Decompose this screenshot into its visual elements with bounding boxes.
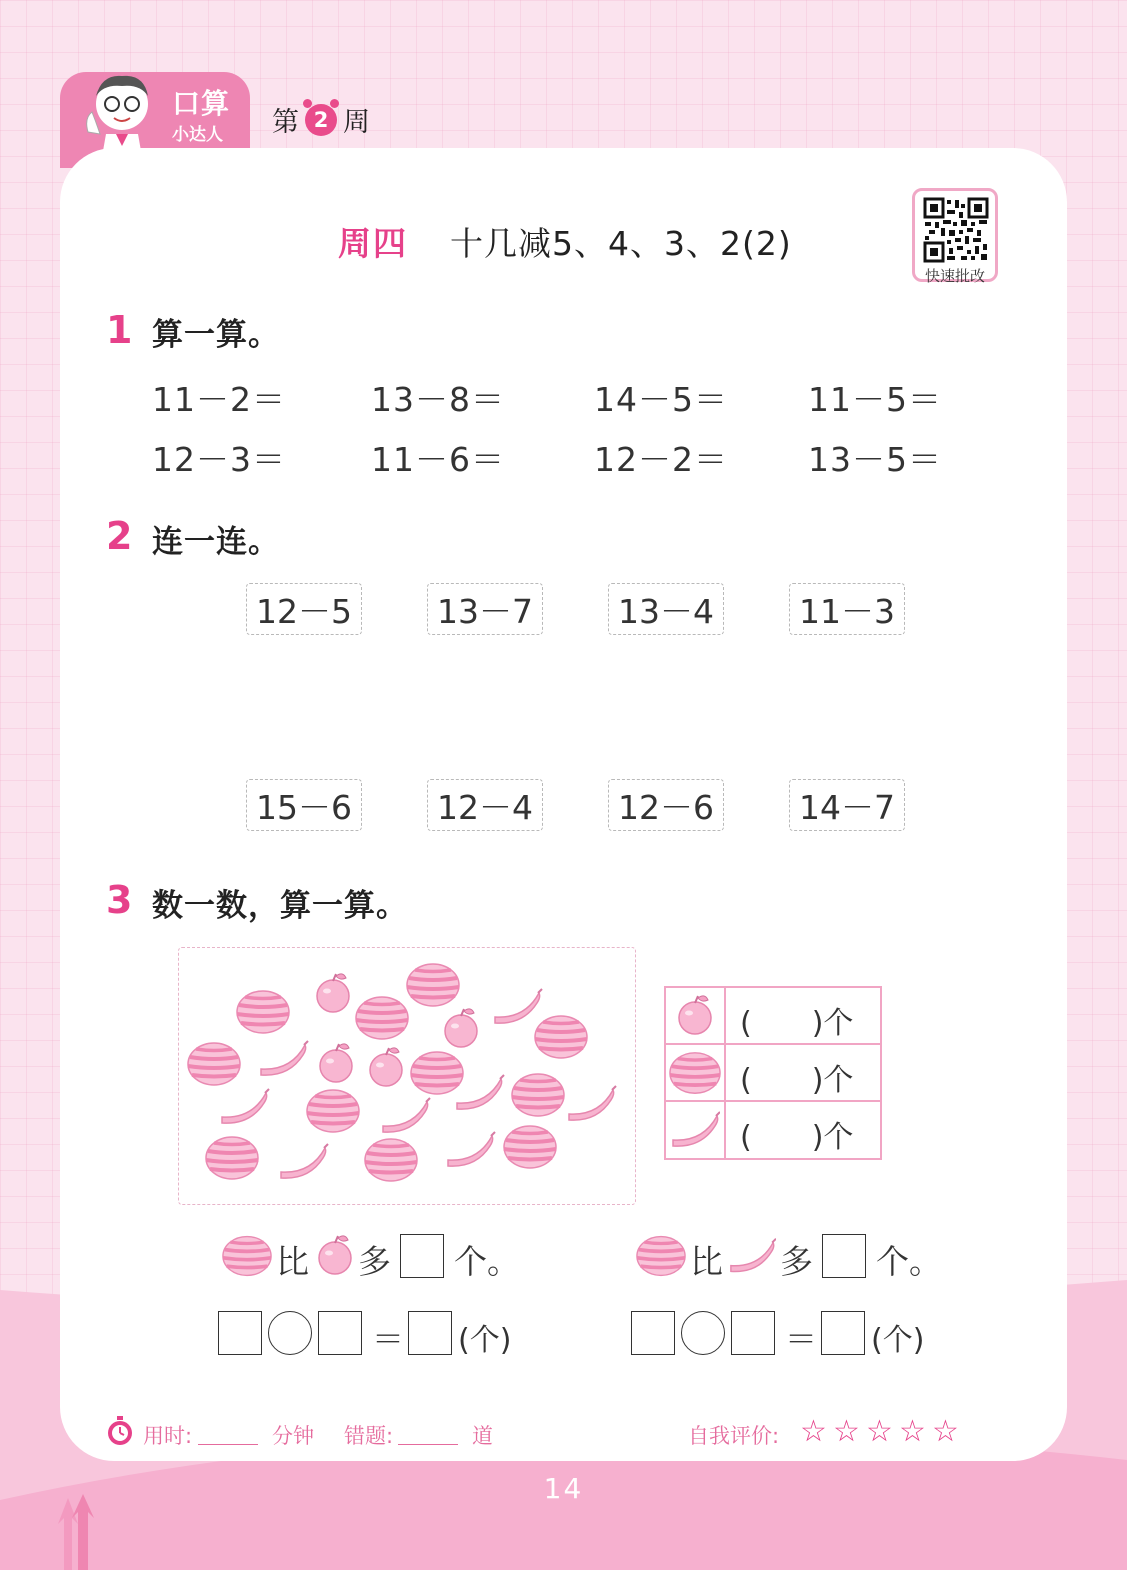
apple-icon [320, 1043, 352, 1081]
banana-icon [383, 1098, 430, 1132]
watermelon-icon [407, 964, 459, 1006]
match-expression-bottom[interactable]: 15－6 [246, 779, 362, 831]
section-3-number: 3 [106, 878, 133, 922]
watermelon-icon [188, 1043, 240, 1085]
apple-icon [670, 992, 720, 1041]
rating-star[interactable]: ☆ [866, 1414, 893, 1449]
banana-icon [569, 1086, 616, 1120]
banana-icon [495, 989, 542, 1023]
errors-label: 错题: [344, 1424, 394, 1448]
self-eval-label: 自我评价: [688, 1424, 780, 1448]
page-number: 14 [543, 1472, 584, 1505]
errors-blank[interactable] [398, 1444, 458, 1445]
count-blank[interactable]: ( )个 [740, 1120, 854, 1155]
title-day: 周四 [338, 224, 408, 263]
watermelon-icon [206, 1137, 258, 1179]
watermelon-icon [237, 991, 289, 1033]
equation: 11－5＝ [808, 380, 942, 419]
time-unit: 分钟 [272, 1424, 314, 1448]
rating-star[interactable]: ☆ [932, 1414, 959, 1449]
match-expression-bottom[interactable]: 14－7 [789, 779, 905, 831]
count-row-banana [666, 1102, 880, 1159]
watermelon-icon [307, 1090, 359, 1132]
section-3-title: 数一数，算一算。 [152, 888, 408, 924]
watermelon-icon [504, 1126, 556, 1168]
section-1-title: 算一算。 [152, 317, 280, 353]
answer-box[interactable] [400, 1234, 444, 1278]
count-row-watermelon [666, 1045, 880, 1102]
banana-icon [670, 1106, 720, 1155]
match-expression-bottom[interactable]: 12－6 [608, 779, 724, 831]
week-suffix: 周 [343, 107, 370, 138]
count-table [664, 986, 882, 1160]
operator-circle[interactable] [268, 1311, 312, 1355]
equation: 12－3＝ [152, 440, 286, 479]
time-blank[interactable] [198, 1444, 258, 1445]
equation: 11－6＝ [371, 440, 505, 479]
unit-label: (个) [871, 1323, 925, 1358]
watermelon-icon [669, 1049, 721, 1098]
match-expression-bottom[interactable]: 12－4 [427, 779, 543, 831]
page-title: 十几减5、4、3、2(2) [450, 224, 792, 263]
banana-icon [457, 1075, 504, 1109]
answer-box[interactable] [731, 1311, 775, 1355]
qr-label: 快速批改 [924, 267, 985, 285]
apple-icon [370, 1047, 402, 1085]
answer-box[interactable] [408, 1311, 452, 1355]
banana-icon [261, 1041, 308, 1075]
errors-unit: 道 [472, 1424, 493, 1448]
answer-box[interactable] [218, 1311, 262, 1355]
watermelon-icon [512, 1074, 564, 1116]
rating-star[interactable]: ☆ [833, 1414, 860, 1449]
watermelon-icon [411, 1052, 463, 1094]
answer-box[interactable] [821, 1311, 865, 1355]
apple-icon [445, 1008, 477, 1046]
unit-label: (个) [458, 1323, 512, 1358]
banana-icon [728, 1234, 776, 1278]
banana-icon [222, 1089, 269, 1123]
banana-icon [448, 1132, 495, 1166]
rating-star[interactable]: ☆ [800, 1414, 827, 1449]
arrow-decoration-icon [54, 1494, 98, 1570]
badge-title: 口算 [172, 87, 231, 120]
equation: 11－2＝ [152, 380, 286, 419]
banana-icon [281, 1144, 328, 1178]
week-prefix: 第 [272, 107, 299, 138]
count-blank[interactable]: ( )个 [740, 1006, 854, 1041]
watermelon-icon [222, 1233, 272, 1279]
answer-box[interactable] [822, 1234, 866, 1278]
rating-star[interactable]: ☆ [899, 1414, 926, 1449]
equation: 14－5＝ [594, 380, 728, 419]
match-expression-top[interactable]: 12－5 [246, 583, 362, 635]
stopwatch-icon [106, 1416, 134, 1446]
count-blank[interactable]: ( )个 [740, 1063, 854, 1098]
match-expression-top[interactable]: 11－3 [789, 583, 905, 635]
match-expression-top[interactable]: 13－7 [427, 583, 543, 635]
week-number: 2 [305, 104, 337, 136]
equation: 12－2＝ [594, 440, 728, 479]
equals-sign: ＝ [785, 1320, 818, 1358]
apple-icon [314, 1234, 356, 1278]
watermelon-icon [356, 997, 408, 1039]
compare-word: 多 [780, 1242, 813, 1281]
answer-box[interactable] [631, 1311, 675, 1355]
equals-sign: ＝ [372, 1320, 405, 1358]
time-label: 用时: [143, 1424, 193, 1448]
compare-word: 比 [276, 1242, 309, 1281]
apple-icon [317, 973, 349, 1011]
count-row-apple [666, 988, 880, 1045]
watermelon-icon [365, 1139, 417, 1181]
compare-word: 多 [358, 1242, 391, 1281]
fruit-picture [178, 947, 636, 1205]
answer-box[interactable] [318, 1311, 362, 1355]
badge-subtitle: 小达人 [172, 125, 223, 145]
compare-suffix: 个。 [454, 1242, 520, 1281]
section-2-number: 2 [106, 514, 133, 558]
watermelon-icon [535, 1016, 587, 1058]
compare-suffix: 个。 [876, 1242, 942, 1281]
compare-word: 比 [690, 1242, 723, 1281]
equation: 13－8＝ [371, 380, 505, 419]
watermelon-icon [636, 1233, 686, 1279]
section-1-number: 1 [106, 308, 133, 352]
match-expression-top[interactable]: 13－4 [608, 583, 724, 635]
operator-circle[interactable] [681, 1311, 725, 1355]
equation: 13－5＝ [808, 440, 942, 479]
section-2-title: 连一连。 [152, 524, 280, 560]
